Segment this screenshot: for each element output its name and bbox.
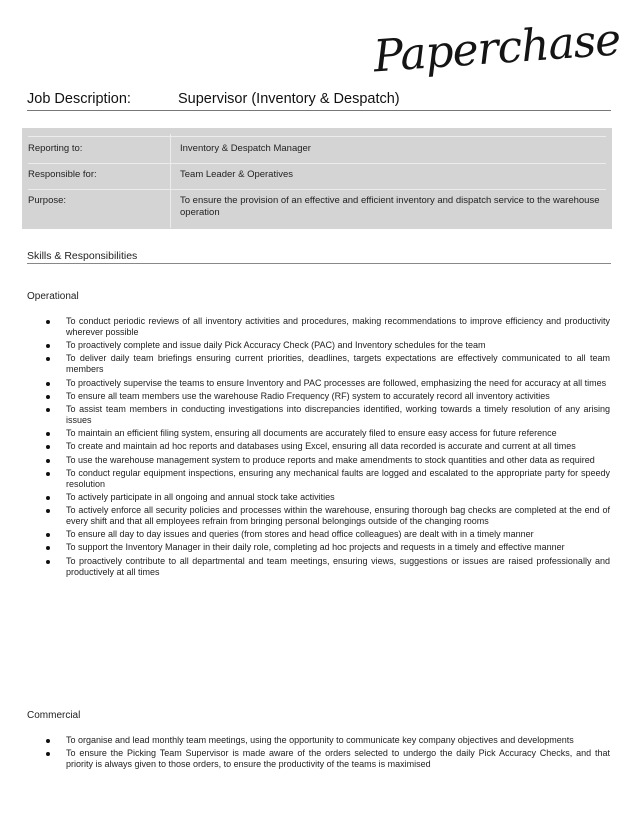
list-item: To conduct periodic reviews of all inventory activities and procedures, making recommendations to improve efficiency and productivity wherever possible [0, 316, 610, 338]
bullet-icon [46, 320, 50, 324]
bullet-icon [46, 445, 50, 449]
job-title: Supervisor (Inventory & Despatch) [178, 91, 400, 107]
skills-heading: Skills & Responsibilities [27, 250, 138, 262]
bullet-icon [46, 459, 50, 463]
info-value: Team Leader & Operatives [180, 169, 294, 180]
operational-heading: Operational [27, 291, 79, 302]
bullet-icon [46, 739, 50, 743]
bullet-icon [46, 496, 50, 500]
list-item: To conduct regular equipment inspections, ensuring any mechanical faults are logged and escalated to the appropriate party for speedy resolution [0, 468, 610, 490]
bullet-icon [46, 752, 50, 756]
list-item: To proactively contribute to all departmental and team meetings, ensuring views, suggestions or issues are raised professionally and productively at all times [0, 556, 610, 578]
job-description-label: Job Description: [27, 91, 131, 107]
bullet-icon [46, 472, 50, 476]
logo-text: Paperchase [371, 14, 622, 83]
skills-divider [27, 263, 611, 264]
paperchase-logo [371, 14, 622, 83]
list-item: To create and maintain ad hoc reports and databases using Excel, ensuring all data recorded is accurate and current at all times [0, 441, 610, 452]
bullet-icon [46, 432, 50, 436]
list-item: To assist team members in conducting investigations into discrepancies identified, working towards a timely resolution of any arising issues [0, 404, 610, 426]
list-item: To maintain an efficient filing system, ensuring all documents are accurately filed to ensure easy access for future reference [0, 428, 610, 439]
list-item: To ensure all day to day issues and queries (from stores and head office colleagues) are dealt with in a timely manner [0, 529, 610, 540]
list-item: To use the warehouse management system to produce reports and make amendments to stock quantities and other data as required [0, 455, 610, 466]
list-item: To actively participate in all ongoing and annual stock take activities [0, 492, 610, 503]
list-item: To ensure the Picking Team Supervisor is made aware of the orders selected to undergo the daily Pick Accuracy Checks, and that priority is always given to those orders, to ensure the productivity of the teams is maximised [0, 748, 610, 770]
bullet-icon [46, 395, 50, 399]
info-divider [28, 136, 606, 137]
list-item: To organise and lead monthly team meetings, using the opportunity to communicate key company objectives and developments [0, 735, 610, 746]
bullet-icon [46, 408, 50, 412]
bullet-icon [46, 382, 50, 386]
list-item: To actively enforce all security policies and processes within the warehouse, ensuring thorough bag checks are completed at the end of every shift and that all employees refrain from bringing personal belongings outside of the changing rooms [0, 505, 610, 527]
bullet-icon [46, 533, 50, 537]
info-key: Responsible for: [28, 169, 97, 180]
bullet-icon [46, 546, 50, 550]
info-key: Reporting to: [28, 143, 83, 154]
info-key: Purpose: [28, 195, 67, 206]
list-item: To support the Inventory Manager in their daily role, completing ad hoc projects and requests in a timely and effective manner [0, 542, 610, 553]
list-item: To proactively supervise the teams to ensure Inventory and PAC processes are followed, emphasizing the need for accuracy at all times [0, 378, 610, 389]
list-item: To ensure all team members use the warehouse Radio Frequency (RF) system to accurately record all inventory activities [0, 391, 610, 402]
list-item: To proactively complete and issue daily Pick Accuracy Check (PAC) and Inventory schedules for the team [0, 340, 610, 351]
info-value: Inventory & Despatch Manager [180, 143, 311, 154]
list-item: To deliver daily team briefings ensuring current priorities, deadlines, targets expectations are effectively communicated to all team members [0, 353, 610, 375]
bullet-icon [46, 357, 50, 361]
info-table [22, 128, 612, 229]
title-divider [27, 110, 611, 111]
info-column-divider [170, 134, 171, 228]
bullet-icon [46, 344, 50, 348]
operational-list [0, 316, 638, 580]
bullet-icon [46, 560, 50, 564]
job-title-row [27, 91, 611, 109]
commercial-list [0, 735, 638, 772]
info-divider [28, 163, 606, 164]
info-value: To ensure the provision of an effective and efficient inventory and dispatch service to the warehouse operation [180, 195, 600, 218]
info-divider [28, 189, 606, 190]
bullet-icon [46, 509, 50, 513]
commercial-heading: Commercial [27, 710, 81, 721]
